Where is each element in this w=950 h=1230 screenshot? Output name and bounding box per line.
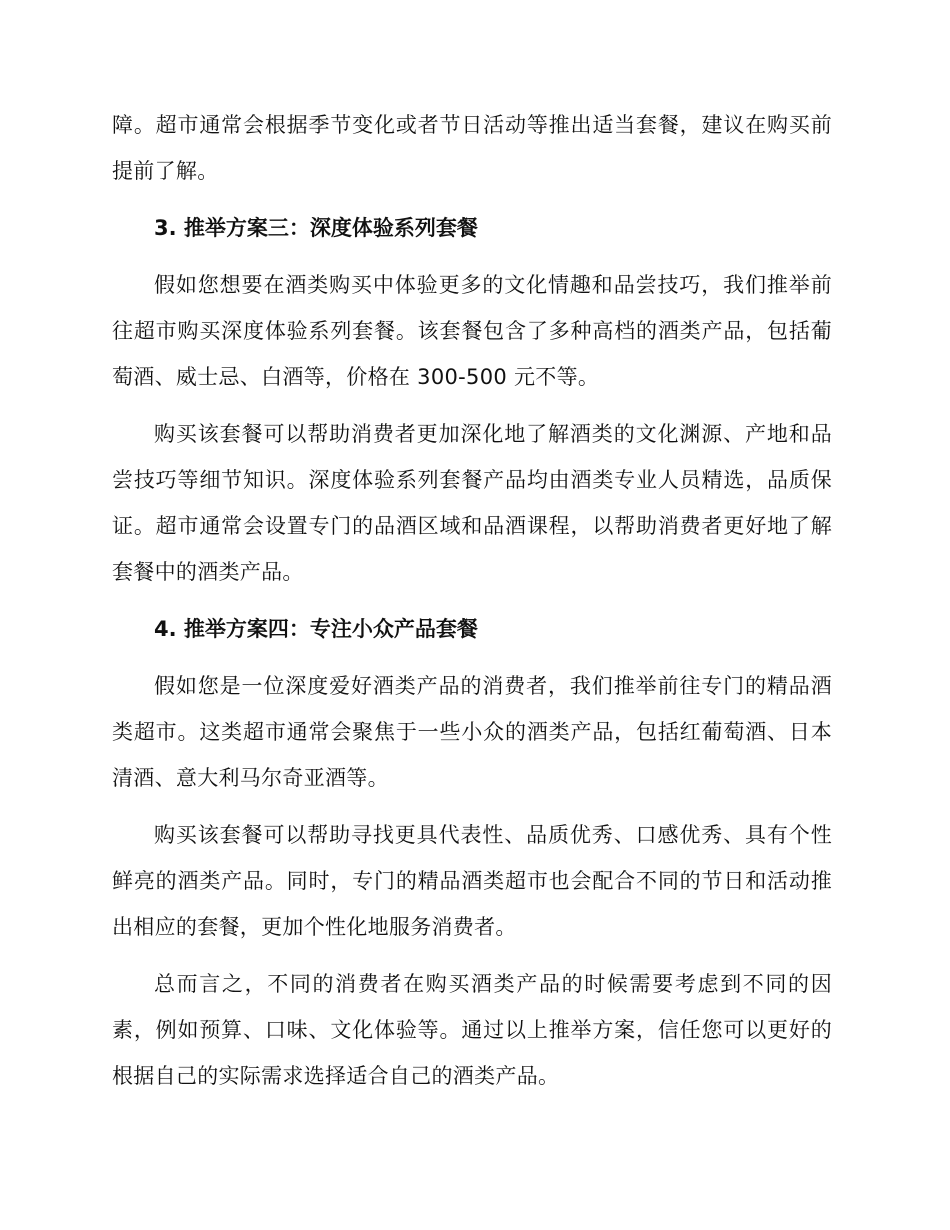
paragraph-continuation: 障。超市通常会根据季节变化或者节日活动等推出适当套餐，建议在购买前提前了解。 [112,113,832,183]
paragraph-plan-four-intro: 假如您是一位深度爱好酒类产品的消费者，我们推举前往专门的精品酒类超市。这类超市通常会聚焦于一些小众的酒类产品，包括红葡萄酒、日本清酒、意大利马尔奇亚酒等。 [112,674,832,790]
section-heading-plan-four: 4. 推举方案四：专注小众产品套餐 [154,617,478,641]
paragraph-plan-three-intro: 假如您想要在酒类购买中体验更多的文化情趣和品尝技巧，我们推举前往超市购买深度体验系列套餐。该套餐包含了多种高档的酒类产品，包括葡萄酒、威士忌、白酒等，价格在 300-500 元不等。 [112,273,832,389]
paragraph-conclusion: 总而言之，不同的消费者在购买酒类产品的时候需要考虑到不同的因素，例如预算、口味、文化体验等。通过以上推举方案，信任您可以更好的根据自己的实际需求选择适合自己的酒类产品。 [112,972,832,1088]
paragraph-plan-four-detail: 购买该套餐可以帮助寻找更具代表性、品质优秀、口感优秀、具有个性鲜亮的酒类产品。同时，专门的精品酒类超市也会配合不同的节日和活动推出相应的套餐，更加个性化地服务消费者。 [112,823,832,939]
document-page [112,102,832,1099]
section-heading-plan-three: 3. 推举方案三：深度体验系列套餐 [154,216,478,240]
paragraph-plan-three-detail: 购买该套餐可以帮助消费者更加深化地了解酒类的文化渊源、产地和品尝技巧等细节知识。深度体验系列套餐产品均由酒类专业人员精选，品质保证。超市通常会设置专门的品酒区域和品酒课程，以帮助消费者更好地了解套餐中的酒类产品。 [112,422,832,584]
